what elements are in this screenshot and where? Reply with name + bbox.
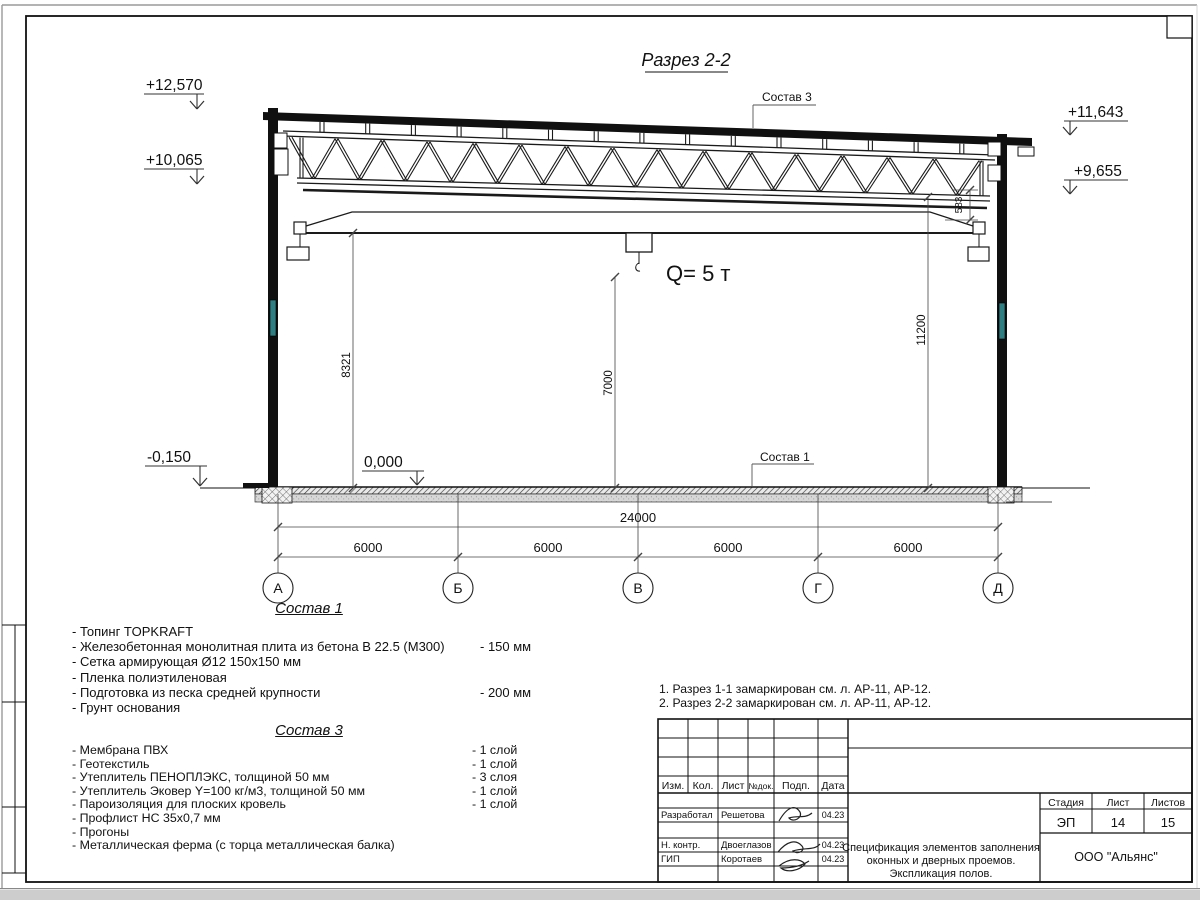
spec-item (72, 670, 546, 685)
svg-text:+12,570: +12,570 (146, 77, 203, 94)
tb-col-kol: Кол. (692, 780, 714, 792)
spec-item-name: - Пленка полиэтиленовая (72, 669, 227, 685)
svg-text:+11,643: +11,643 (1068, 104, 1124, 121)
svg-text:+9,655: +9,655 (1074, 163, 1122, 180)
dim-6000-2: 6000 (533, 540, 563, 555)
spec-item-name: - Подготовка из песка средней крупности (72, 684, 321, 700)
spec-item (72, 811, 546, 825)
spec-item-name: - Прогоны (72, 824, 130, 839)
dim-8321: 8321 (341, 352, 353, 378)
tb-doc-title-2: оконных и дверных проемов. (866, 855, 1016, 867)
tb-doc-title-1: Спецификация элементов заполнения (842, 842, 1040, 854)
dim-6000-1: 6000 (353, 540, 383, 555)
notes (659, 683, 931, 711)
section-title-text: Разрез 2-2 (641, 50, 731, 70)
tb-col-data: Дата (821, 780, 845, 792)
axis-v: В (633, 580, 643, 596)
note-line: 2. Разрез 2-2 замаркирован см. л. АР-11, АР-12. (659, 695, 932, 710)
svg-text:0,000: 0,000 (364, 454, 403, 471)
spec-item-name: - Металлическая ферма (с торца металлическая балка) (72, 838, 395, 853)
tb-col-ndok: №док. (748, 781, 774, 791)
leader-sostav1-label: Состав 1 (760, 450, 810, 464)
crane-capacity-label: Q= 5 т (666, 261, 731, 286)
spec-item-value: - 1 слой (472, 797, 518, 812)
spec-item (72, 624, 546, 639)
spec3-title: Состав 3 (275, 722, 343, 739)
spec-item (72, 825, 546, 839)
spec-item-value: - 3 слоя (472, 770, 518, 785)
tb-col-podp: Подп. (782, 780, 810, 792)
spec-item-name: - Топинг TOPKRAFT (72, 624, 194, 639)
spec-item (72, 838, 546, 852)
tb-stage-label: Стадия (1048, 797, 1084, 809)
spec-sostav-1 (72, 600, 546, 715)
spec-item-name: - Железобетонная монолитная плита из бетона В 22.5 (М300) (72, 639, 445, 655)
tb-company: ООО "Альянс" (1074, 850, 1158, 864)
tb-sheets-value: 15 (1160, 815, 1176, 830)
spec-item (72, 770, 546, 784)
dim-583: 583 (954, 196, 965, 214)
tb-date-1: 04.23 (821, 810, 845, 820)
spec-item (72, 654, 546, 669)
dim-6000-4: 6000 (893, 540, 923, 555)
tb-role-3: ГИП (661, 854, 680, 865)
spec-item-name: - Пароизоляция для плоских кровель (72, 797, 286, 812)
spec-sostav-3 (72, 722, 546, 852)
spec-item-value: - 1 слой (472, 756, 518, 771)
spec-item-name: - Утеплитель Эковер Y=100 кг/м3, толщиной 50 мм (72, 783, 366, 798)
tb-doc-title-3: Экспликация полов. (889, 868, 993, 880)
dim-6000-3: 6000 (713, 540, 743, 555)
dim-11200: 11200 (916, 314, 928, 346)
spec1-title: Состав 1 (275, 600, 343, 617)
tb-date-2: 04.23 (821, 840, 845, 850)
spec-item (72, 639, 546, 654)
axis-b: Б (453, 580, 463, 596)
tb-stage-value: ЭП (1056, 815, 1076, 830)
tb-col-izm: Изм. (661, 780, 685, 792)
spec1-items (72, 624, 546, 715)
tb-name-1: Решетова (721, 810, 765, 821)
spec-item (72, 700, 546, 715)
axis-d: Д (993, 580, 1003, 596)
spec-item-name: - Грунт основания (72, 699, 181, 715)
tb-date-3: 04.23 (821, 854, 845, 864)
spec-item-name: - Утеплитель ПЕНОПЛЭКС, толщиной 50 мм (72, 770, 330, 785)
leader-sostav3-label: Состав 3 (762, 90, 812, 104)
spec-item (72, 757, 546, 771)
spec-item-name: - Профлист НС 35x0,7 мм (72, 810, 221, 825)
svg-text:+10,065: +10,065 (146, 152, 203, 169)
tb-role-1: Разработал (661, 810, 713, 821)
spec-item-value: - 200 мм (480, 684, 532, 700)
spec-item (72, 685, 546, 700)
spec-item (72, 797, 546, 811)
tb-name-3: Коротаев (721, 854, 763, 865)
spec3-items (72, 743, 546, 852)
axis-g: Г (814, 580, 822, 596)
tb-col-list: Лист (721, 780, 745, 792)
axis-a: А (273, 580, 283, 596)
spec-item (72, 784, 546, 798)
tb-sheet-label: Лист (1106, 797, 1130, 809)
tb-role-2: Н. контр. (661, 840, 701, 851)
svg-text:-0,150: -0,150 (147, 449, 191, 466)
note-line: 1. Разрез 1-1 замаркирован см. л. АР-11, АР-12. (659, 682, 932, 696)
spec-item-value: - 150 мм (480, 639, 532, 655)
spec-item (72, 743, 546, 757)
dim-24000: 24000 (619, 510, 657, 525)
spec-item-name: - Сетка армирующая Ø12 150x150 мм (72, 654, 302, 670)
tb-name-2: Двоеглазов (721, 840, 772, 851)
spec-item-name: - Геотекстиль (72, 756, 150, 771)
tb-sheets-label: Листов (1150, 797, 1186, 809)
spec-item-value: - 1 слой (472, 783, 518, 798)
tb-sheet-value: 14 (1110, 815, 1126, 830)
dim-7000: 7000 (603, 370, 615, 396)
spec-item-name: - Мембрана ПВХ (72, 743, 169, 757)
spec-item-value: - 1 слой (472, 743, 518, 757)
